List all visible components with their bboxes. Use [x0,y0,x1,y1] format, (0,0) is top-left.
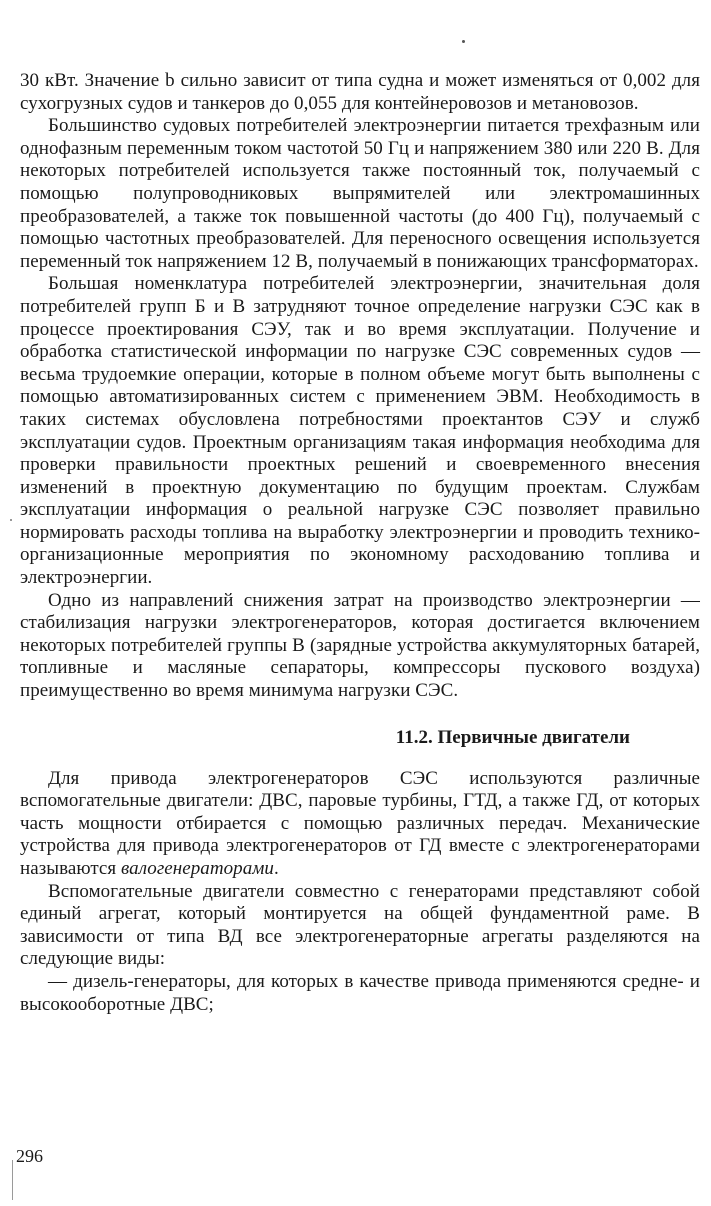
paragraph-text: . [273,858,279,879]
paragraph: Одно из направлений снижения затрат на производство электроэнергии — стабилизация нагрузки электрогенераторов, которая достигается включением некоторых потребителей группы В (зарядные устройства аккумуляторных батарей, топливные и масляные сепараторы, компрессоры пускового воздуха) преимущественно во время минимума нагрузки СЭС. [20,589,700,702]
paragraph: Большинство судовых потребителей электроэнергии питается трехфазным или однофазным переменным током частотой 50 Гц и напряжением 380 или 220 В. Для некоторых потребителей используется также постоянный ток, получаемый с помощью полупроводниковых выпрямителей или электромашинных преобразователей, а также ток повышенной частоты (до 400 Гц), получаемый с помощью частотных преобразователей. Для переносного освещения используется переменный ток напряжением 12 В, получаемый в понижающих трансформаторах. [20,115,700,272]
print-speck [10,519,12,521]
scan-edge-line [12,1160,13,1200]
emphasized-term: валогенераторами [120,858,274,879]
paragraph [20,768,700,881]
print-speck [462,40,465,43]
list-item: — дизель-генераторы, для которых в качестве привода применяются средне- и высокооборотные ДВС; [20,970,700,1015]
section-heading: 11.2. Первичные двигатели [395,726,630,748]
paragraph: 30 кВт. Значение b сильно зависит от типа судна и может изменяться от 0,002 для сухогрузных судов и танкеров до 0,055 для контейнеровозов и метановозов. [20,70,700,114]
page-number: 296 [16,1146,43,1166]
paragraph: Вспомогательные двигатели совместно с генераторами представляют собой единый агрегат, который монтируется на общей фундаментной раме. В зависимости от типа ВД все электрогенераторные агрегаты разделяются на следующие виды: [20,880,700,970]
page-body [20,70,700,1016]
paragraph: Большая номенклатура потребителей электроэнергии, значительная доля потребителей групп Б и В затрудняют точное определение нагрузки СЭС как в процессе проектирования СЭУ, так и во время эксплуатации. Получение и обработка статистической информации по нагрузке СЭС современных судов — весьма трудоемкие операции, которые в полном объеме могут быть выполнены с помощью автоматизированных систем с применением ЭВМ. Необходимость в таких системах обусловлена потребностями проектантов СЭУ и служб эксплуатации судов. Проектным организациям такая информация необходима для проверки правильности проектных решений и своевременного внесения изменений в проектную документацию по будущим проектам. Службам эксплуатации информация о реальной нагрузке СЭС позволяет правильно нормировать расходы топлива на выработку электроэнергии и проводить технико-организационные мероприятия по экономному расходованию топлива и электроэнергии. [20,273,700,589]
paragraph-text: Для привода электрогенераторов СЭС используются различные вспомогательные двигатели: ДВС, паровые турбины, ГТД, а также ГД, от которых часть мощности отбирается с помощью различных передач. Механические устройства для привода электрогенераторов от ГД вместе с электрогенераторами называются [20,767,700,879]
